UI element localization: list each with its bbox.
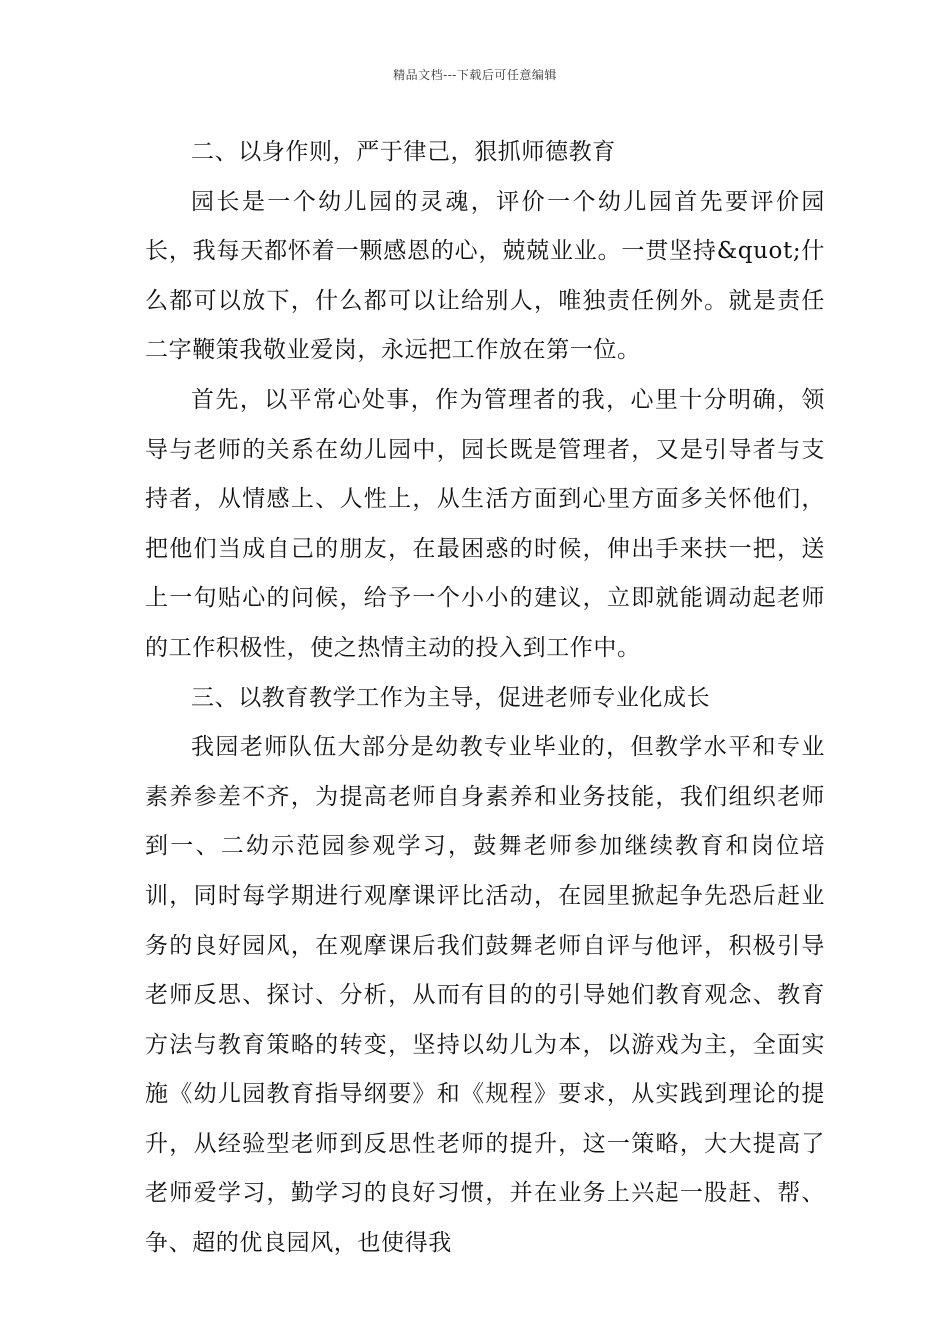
page-header: 精品文档---下载后可任意编辑: [393, 68, 557, 82]
document-body: [145, 128, 825, 1269]
paragraph: 我园老师队伍大部分是幼教专业毕业的，但教学水平和专业素养参差不齐，为提高老师自身素养和业务技能，我们组织老师到一、二幼示范园参观学习，鼓舞老师参加继续教育和岗位培训，同时每学期进行观摩课评比活动，在园里掀起争先恐后赶业务的良好园风，在观摩课后我们鼓舞老师自评与他评，积极引导老师反思、探讨、分析，从而有目的的引导她们教育观念、教育方法与教育策略的转变，坚持以幼儿为本，以游戏为主，全面实施《幼儿园教育指导纲要》和《规程》要求，从实践到理论的提升，从经验型老师到反思性老师的提升，这一策略，大大提高了老师爱学习，勤学习的良好习惯，并在业务上兴起一股赶、帮、争、超的优良园风，也使得我: [145, 734, 825, 1257]
paragraph: 园长是一个幼儿园的灵魂，评价一个幼儿园首先要评价园长，我每天都怀着一颗感恩的心，兢兢业业。一贯坚持&quot;什么都可以放下，什么都可以让给别人，唯独责任例外。就是责任二字鞭策我敬业爱岗，永远把工作放在第一位。: [145, 188, 825, 364]
section-heading-3: 三、以教育教学工作为主导，促进老师专业化成长: [191, 684, 711, 711]
section-heading-2: 二、以身作则，严于律己，狠抓师德教育: [191, 139, 616, 165]
paragraph: 首先，以平常心处事，作为管理者的我，心里十分明确，领导与老师的关系在幼儿园中，园长既是管理者，又是引导者与支持者，从情感上、人性上，从生活方面到心里方面多关怀他们，把他们当成自己的朋友，在最困惑的时候，伸出手来扶一把，送上一句贴心的问候，给予一个小小的建议，立即就能调动起老师的工作积极性，使之热情主动的投入到工作中。: [145, 386, 825, 661]
